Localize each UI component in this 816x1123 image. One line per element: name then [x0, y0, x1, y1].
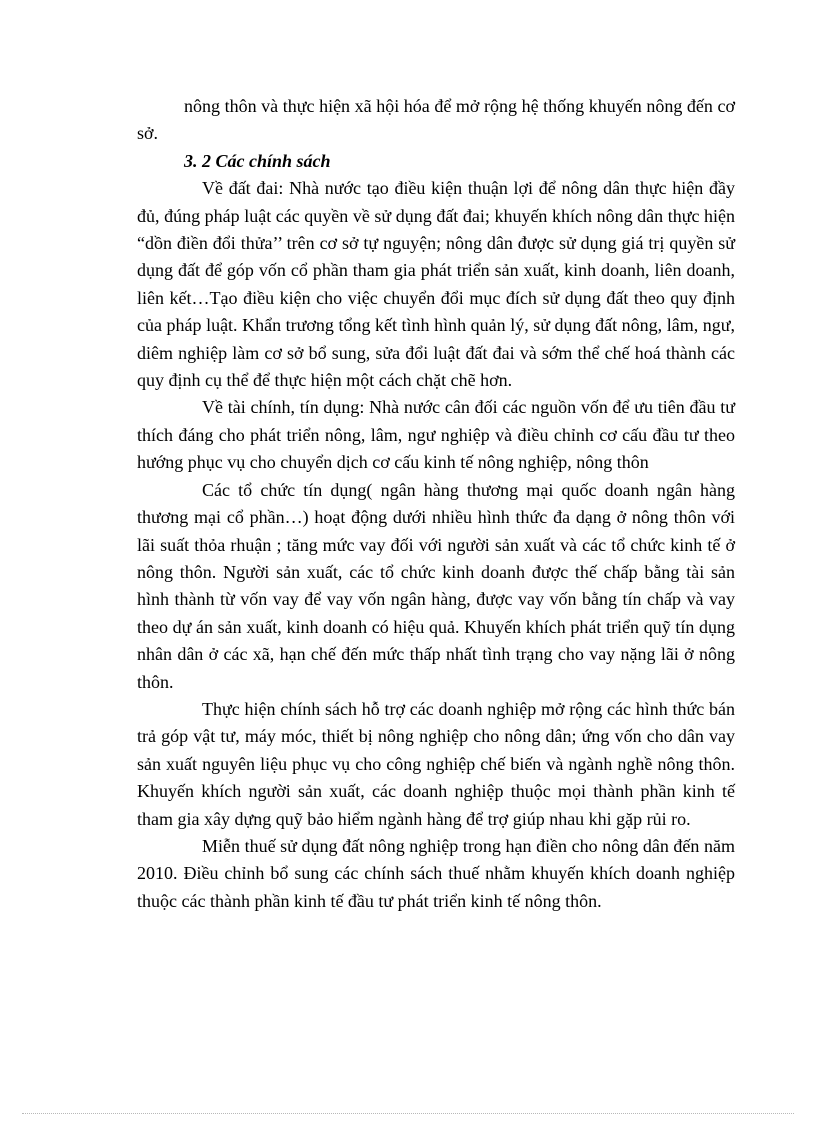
enterprise-support-paragraph: Thực hiện chính sách hỗ trợ các doanh nghiệp mở rộng các hình thức bán trả góp vật tư, máy móc, thiết bị nông nghiệp cho nông dân; ứng vốn cho dân vay sản xuất nguyên liệu phục vụ cho công nghiệp chế biến và ngành nghề nông thôn. Khuyến khích người sản xuất, các doanh nghiệp thuộc mọi thành phần kinh tế tham gia xây dựng quỹ bảo hiểm ngành hàng để trợ giúp nhau khi gặp rủi ro. — [137, 698, 735, 829]
credit-institutions-paragraph: Các tổ chức tín dụng( ngân hàng thương mại quốc doanh ngân hàng thương mại cổ phần…) hoạt động dưới nhiều hình thức đa dạng ở nông thôn với lãi suất thỏa rhuận ; tăng mức vay đối với người sản xuất và các tổ chức kinh tế ở nông thôn. Người sản xuất, các tổ chức kinh doanh được thế chấp bằng tài sản hình thành từ vốn vay để vay vốn ngân hàng, được vay vốn bằng tín chấp và vay theo dự án sản xuất, kinh doanh có hiệu quả. Khuyến khích phát triển quỹ tín dụng nhân dân ở các xã, hạn chế đến mức thấp nhất tình trạng cho vay nặng lãi ở nông thôn. — [137, 479, 735, 692]
tax-exemption-paragraph: Miễn thuế sử dụng đất nông nghiệp trong hạn điền cho nông dân đến năm 2010. Điều chỉnh bổ sung các chính sách thuế nhằm khuyến khích doanh nghiệp thuộc các thành phần kinh tế đầu tư phát triển kinh tế nông thôn. — [137, 835, 735, 911]
finance-credit-paragraph: Về tài chính, tín dụng: Nhà nước cân đối các nguồn vốn để ưu tiên đầu tư thích đáng cho phát triển nông, lâm, ngư nghiệp và điều chỉnh cơ cấu đầu tư theo hướng phục vụ cho chuyển dịch cơ cấu kinh tế nông nghiệp, nông thôn — [137, 397, 735, 473]
document-body — [137, 93, 735, 915]
intro-continuation-paragraph: nông thôn và thực hiện xã hội hóa để mở rộng hệ thống khuyến nông đến cơ sở. — [137, 96, 735, 144]
section-heading: 3. 2 Các chính sách — [184, 150, 331, 171]
page-bottom-divider — [22, 1113, 794, 1114]
land-policy-paragraph: Về đất đai: Nhà nước tạo điều kiện thuận lợi để nông dân thực hiện đầy đủ, đúng pháp luật các quyền về sử dụng đất đai; khuyến khích nông dân thực hiện “dồn điền đổi thửa’’ trên cơ sở tự nguyện; nông dân được sử dụng giá trị quyền sử dụng đất để góp vốn cổ phần tham gia phát triển sản xuất, kinh doanh, liên doanh, liên kết…Tạo điều kiện cho việc chuyển đổi mục đích sử dụng đất theo quy định của pháp luật. Khẩn trương tổng kết tình hình quản lý, sử dụng đất nông, lâm, ngư, diêm nghiệp làm cơ sở bổ sung, sửa đổi luật đất đai và sớm thể chế hoá thành các quy định cụ thể để thực hiện một cách chặt chẽ hơn. — [137, 178, 735, 391]
